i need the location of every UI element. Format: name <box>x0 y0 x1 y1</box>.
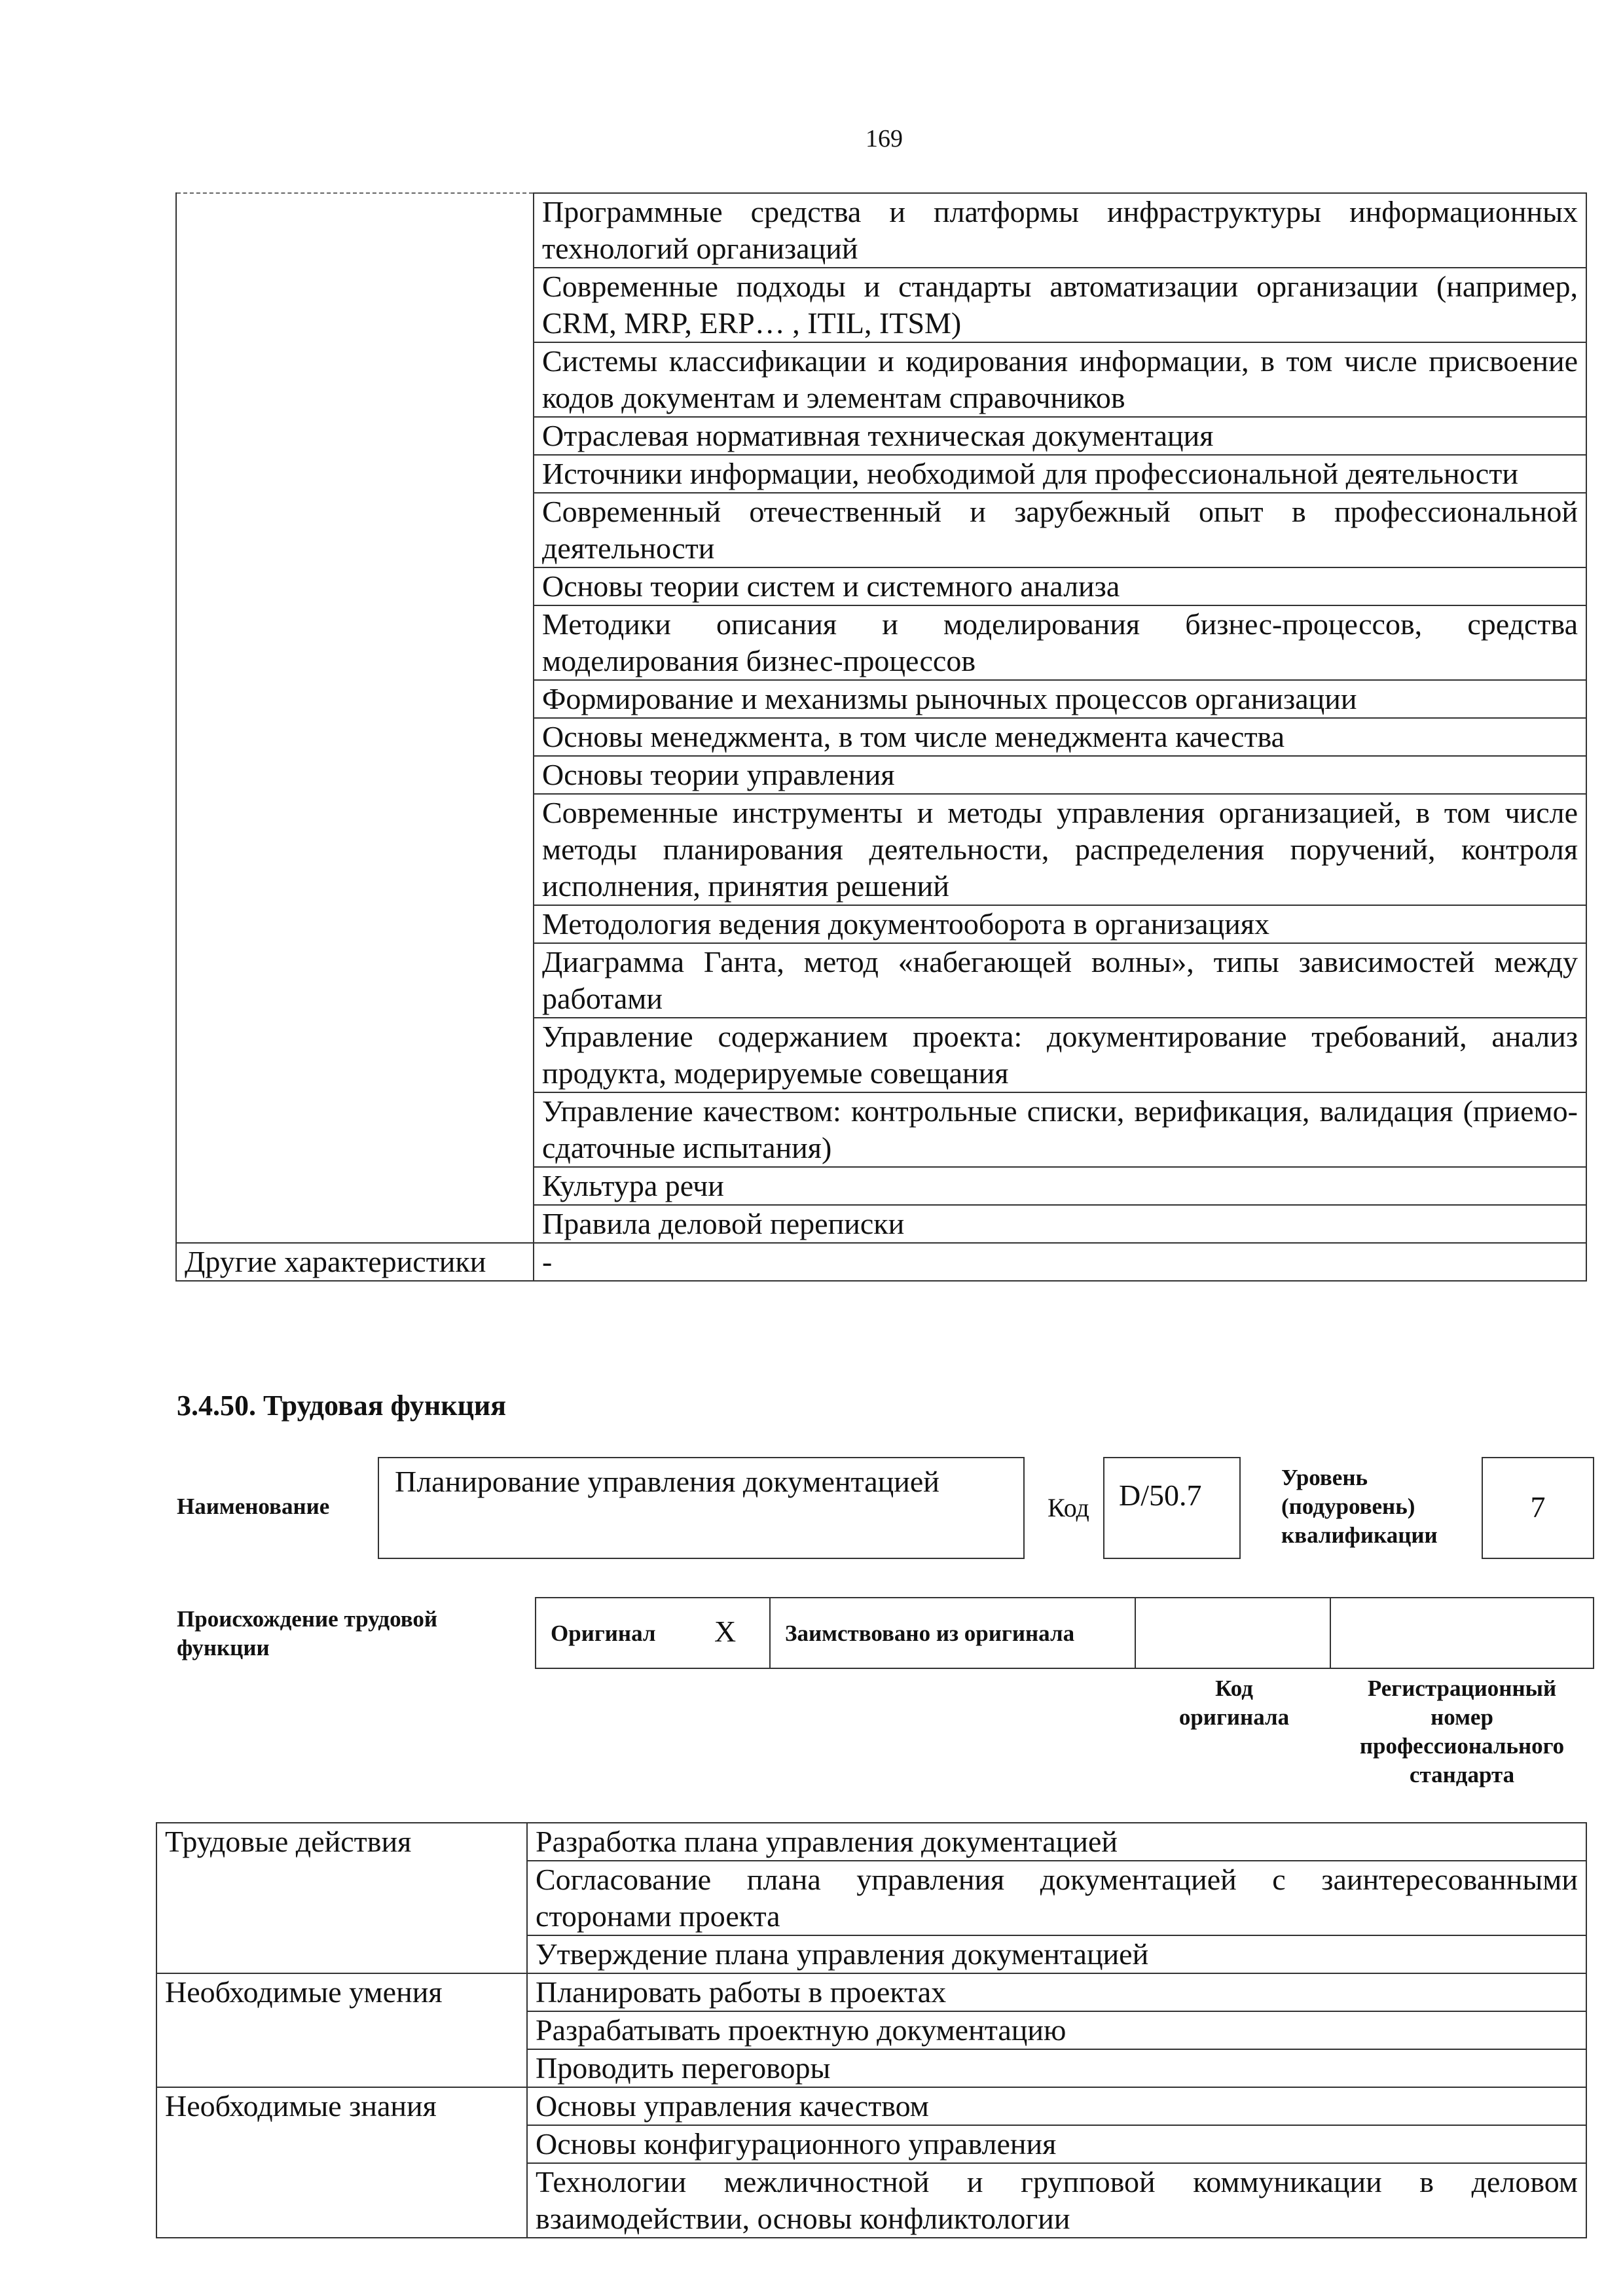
knowledge-item: Основы теории систем и системного анализа <box>534 567 1586 605</box>
knowledge-item: Управление качеством: контрольные списки, верификация, валидация (приемо-сдаточные испытания) <box>534 1092 1586 1167</box>
origin-label <box>177 1605 437 1662</box>
registration-caption-line2: номер <box>1431 1704 1493 1730</box>
knowledge-item: Современный отечественный и зарубежный опыт в профессиональной деятельности <box>534 493 1586 567</box>
knowledge-item: Современные подходы и стандарты автоматизации организации (например, CRM, MRP, ERP… , ITIL, ITSM) <box>534 268 1586 342</box>
borrowed-cell <box>769 1597 1136 1669</box>
knowledge-item: Правила деловой переписки <box>534 1205 1586 1243</box>
knowledge-item: Источники информации, необходимой для профессиональной деятельности <box>534 455 1586 493</box>
required-skills-item: Разрабатывать проектную документацию <box>527 2011 1586 2049</box>
origin-label-line2: функции <box>177 1635 270 1660</box>
table-row <box>156 2087 1586 2125</box>
registration-caption-line3: профессионального <box>1359 1733 1565 1759</box>
knowledge-item: Основы менеджмента, в том числе менеджмента качества <box>534 718 1586 756</box>
other-characteristics-value: - <box>534 1243 1586 1281</box>
knowledge-item: Методология ведения документооборота в организациях <box>534 905 1586 943</box>
table-row <box>156 1823 1586 1861</box>
level-value: 7 <box>1530 1490 1546 1524</box>
original-label: Оригинал <box>551 1621 656 1646</box>
knowledge-item: Методики описания и моделирования бизнес-процессов, средства моделирования бизнес-процессов <box>534 605 1586 680</box>
code-box <box>1103 1457 1241 1559</box>
table-row <box>176 193 1586 268</box>
knowledge-item: Программные средства и платформы инфраструктуры информационных технологий организаций <box>534 193 1586 268</box>
knowledge-item: Системы классификации и кодирования информации, в том числе присвоение кодов документам и элементам справочников <box>534 342 1586 417</box>
registration-caption-line4: стандарта <box>1409 1762 1515 1787</box>
original-code-caption-line2: оригинала <box>1178 1704 1290 1730</box>
level-label-line2: (подуровень) <box>1281 1494 1415 1519</box>
original-code-caption <box>1152 1674 1316 1732</box>
knowledge-item: Формирование и механизмы рыночных процессов организации <box>534 680 1586 718</box>
continued-knowledge-table <box>175 192 1587 1282</box>
level-box <box>1482 1457 1594 1559</box>
knowledge-item: Управление содержанием проекта: документирование требований, анализ продукта, модерируемые совещания <box>534 1018 1586 1092</box>
labour-actions-item: Утверждение плана управления документацией <box>527 1935 1586 1973</box>
registration-caption <box>1329 1674 1595 1789</box>
required-knowledge-item: Основы конфигурационного управления <box>527 2125 1586 2163</box>
section-title: 3.4.50. Трудовая функция <box>177 1390 507 1422</box>
table-row <box>176 1243 1586 1281</box>
knowledge-item: Современные инструменты и методы управления организацией, в том числе методы планирования деятельности, распределения поручений, контроля исполнения, принятия решений <box>534 794 1586 905</box>
required-knowledge-label: Необходимые знания <box>156 2087 527 2238</box>
required-knowledge-item: Основы управления качеством <box>527 2087 1586 2125</box>
code-value: D/50.7 <box>1119 1479 1202 1512</box>
original-mark: X <box>714 1615 737 1648</box>
required-skills-item: Планировать работы в проектах <box>527 1973 1586 2011</box>
original-code-cell <box>1135 1597 1331 1669</box>
original-cell <box>535 1597 771 1669</box>
function-name-value: Планирование управления документацией <box>395 1465 939 1498</box>
required-skills-item: Проводить переговоры <box>527 2049 1586 2087</box>
name-label: Наименование <box>177 1494 330 1519</box>
original-code-caption-line1: Код <box>1215 1676 1253 1701</box>
other-characteristics-label: Другие характеристики <box>176 1243 534 1281</box>
empty-label-cell <box>176 193 534 1243</box>
knowledge-item: Отраслевая нормативная техническая документация <box>534 417 1586 455</box>
level-label-line1: Уровень <box>1281 1465 1368 1490</box>
function-table <box>156 1822 1587 2238</box>
level-label-line3: квалификации <box>1281 1522 1438 1548</box>
function-name-box <box>378 1457 1025 1559</box>
registration-caption-line1: Регистрационный <box>1367 1676 1557 1701</box>
code-label: Код <box>1048 1493 1089 1522</box>
page-number: 169 <box>866 125 903 152</box>
level-label <box>1281 1463 1438 1550</box>
knowledge-item: Культура речи <box>534 1167 1586 1205</box>
required-knowledge-item: Технологии межличностной и групповой коммуникации в деловом взаимодействии, основы конфликтологии <box>527 2163 1586 2238</box>
labour-actions-label: Трудовые действия <box>156 1823 527 1973</box>
borrowed-label: Заимствовано из оригинала <box>785 1621 1075 1646</box>
registration-number-cell <box>1330 1597 1594 1669</box>
labour-actions-item: Согласование плана управления документацией с заинтересованными сторонами проекта <box>527 1861 1586 1935</box>
knowledge-item: Диаграмма Ганта, метод «набегающей волны», типы зависимостей между работами <box>534 943 1586 1018</box>
origin-label-line1: Происхождение трудовой <box>177 1606 438 1632</box>
knowledge-item: Основы теории управления <box>534 756 1586 794</box>
table-row <box>156 1973 1586 2011</box>
required-skills-label: Необходимые умения <box>156 1973 527 2087</box>
labour-actions-item: Разработка плана управления документацией <box>527 1823 1586 1861</box>
